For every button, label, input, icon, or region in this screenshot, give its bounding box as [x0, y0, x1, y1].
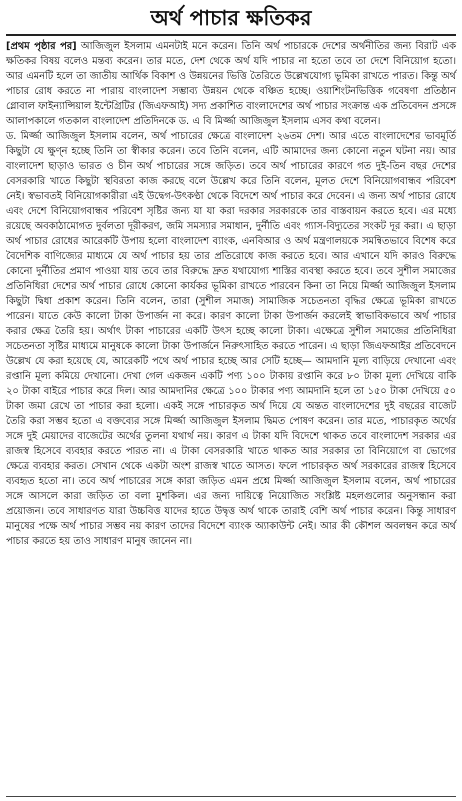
- bottom-divider: [6, 796, 456, 797]
- paragraph-2-text: ড. মির্জ্জা আজিজুল ইসলাম বলেন, অর্থ পাচারের ক্ষেত্রে বাংলাদেশ ২৬তম দেশ। আর এতে বাংলাদেশের ভাবমূর্তি কিছুটা যে ক্ষুণ্ন হচ্ছে তিনি তা স্বীকার করেন। তবে তিনি বলেন, এটি আমাদের জন্য কোনো নতুন ঘটনা নয়। আর বাংলাদেশ ছাড়াও ভারত ও চীন অর্থ পাচারের সঙ্গে জড়িত। তবে অর্থ পাচারের কারণে গত দুই-তিন বছর দেশের বেসরকারি খাতে কিছুটা স্থবিরতা কাজ করছে বলে উল্লেখ করে তিনি বলেন, মূলত দেশে বিনিয়োগবান্ধব পরিবেশ নেই। স্বভাবতই বিনিয়োগকারীরা এই উদ্বেগ-উৎকণ্ঠা থেকে বিদেশে অর্থ পাচার করে দেবেন। এ জন্য অর্থ পাচার রোধে এবং দেশে বিনিয়োগবান্ধব পরিবেশ সৃষ্টির জন্য যা যা করা দরকার সরকারকে তার বাস্তবায়ন করতে হবে। এর মধ্যে রয়েছে অবকাঠামোগত দুর্বলতা দূরীকরণ, জমি সমস্যার সমাধান, দুর্নীতি এবং গ্যাস-বিদ্যুতের সংকট দূর করা। এ ছাড়া অর্থ পাচার রোধের আরেকটি উপায় হলো বাংলাদেশ ব্যাংক, এনবিআর ও অর্থ মন্ত্রণালয়কে সমন্বিতভাবে বিশেষ করে বৈদেশিক বাণিজ্যের মাধ্যমে যে অর্থ পাচার হয় তার প্রতিরোধে কাজ করতে হবে। আর এখানে যদি কারও বিরুদ্ধে কোনো দুর্নীতির প্রমাণ পাওয়া যায় তবে তার বিরুদ্ধে দ্রুত যথাযোগ্য শাস্তির ব্যবস্থা করতে হবে। তবে সুশীল সমাজের প্রতিনিধিরা দেশের অর্থ পাচার রোধে কোনো কার্যকর ভূমিকা রাখতে পারবেন কিনা তা নিয়ে মির্জ্জা আজিজুল ইসলাম কিছুটা দ্বিধা প্রকাশ করেন। তিনি বলেন, তারা (সুশীল সমাজ) সামাজিক সচেতনতা বৃদ্ধির ক্ষেত্রে ভূমিকা রাখতে পারেন। যাতে কেউ কালো টাকা উপার্জন না করে। কারণ কালো টাকা উপার্জন করলেই স্বাভাবিকভাবে অর্থ পাচার করার ক্ষেত্র তৈরি হয়। অর্থাৎ টাকা পাচারের একটি উৎস হচ্ছে কালো টাকা। এক্ষেত্রে সুশীল সমাজের প্রতিনিধিরা সচেতনতা সৃষ্টির মাধ্যমে মানুষকে কালো টাকা উপার্জনে নিরুৎসাহিত করতে পারেন। এ ছাড়া জিএফআইর প্রতিবেদনে উল্লেখ যে করা হয়েছে যে, আরেকটি পথে অর্থ পাচার হচ্ছে আর সেটি হচ্ছে— আমদানি মূল্য বাড়িয়ে দেখানো এবং রপ্তানি মূল্য কমিয়ে দেখানো। দেখা গেল একজন একটি পণ্য ১০০ টাকায় রপ্তানি করে ৮০ টাকা মূল্য দেখিয়ে বাকি ২০ টাকা বাইরে পাচার করে দিল। আর আমদানির ক্ষেত্রে ১০০ টাকার পণ্য আমদানি হলে তা ১৫০ টাকা দেখিয়ে ৫০ টাকা জমা রেখে তা পাচার করা হলো। একই সঙ্গে পাচারকৃত অর্থ দিয়ে যে অন্তত বাংলাদেশের দুই বছরের বাজেট তৈরি করা সম্ভব হতো এ বক্তব্যের সঙ্গে মির্জ্জা আজিজুল ইসলাম দ্বিমত পোষণ করেন। তার মতে, পাচারকৃত অর্থের সঙ্গে দুই মেয়াদের বাজেটের অর্থের তুলনা যথার্থ নয়। কারণ এ টাকা যদি বিদেশে থাকত তবে বাংলাদেশ সরকার এর রাজস্ব হিসেবে ব্যবহার করতে পারত না। এ টাকা বেসরকারি খাতে থাকত আর সরকার তা বিনিয়োগে বা ভোগের ক্ষেত্রে ব্যবহার করত। সেখান থেকে একটা অংশ রাজস্ব খাতে আসত। ফলে পাচারকৃত অর্থ সরকারের রাজস্ব হিসেবে ব্যবহৃত হতো না। তবে অর্থ পাচারের সঙ্গে কারা জড়িত এমন প্রশ্নে মির্জ্জা আজিজুল ইসলাম বলেন, অর্থ পাচারের সঙ্গে আসলে কারা জড়িত তা বলা মুশকিল। এর জন্য দায়িত্বে নিয়োজিত সংশ্লিষ্ট মহলগুলোর অনুসন্ধান করা প্রয়োজন। তবে সাধারণত যারা উচ্চবিত্ত যাদের হাতে উদ্বৃত্ত অর্থ থাকে তারাই বেশি অর্থ পাচার করেন। কিন্তু সাধারণ মানুষের পক্ষে অর্থ পাচার সম্ভব নয় কারণ তাদের বিদেশে ব্যাংক অ্যাকাউন্ট নেই। আর কী কৌশল অবলম্বন করে অর্থ পাচার করতে হয় তাও সাধারণ মানুষ জানেন না।: [6, 131, 456, 547]
- article-paragraph-2: [6, 129, 456, 549]
- article-headline: অর্থ পাচার ক্ষতিকর: [150, 5, 312, 30]
- headline-divider: [6, 34, 456, 36]
- article-paragraph-1: [6, 39, 456, 129]
- continuation-label: [প্রথম পৃষ্ঠার পর]: [6, 41, 77, 52]
- article-body: [6, 39, 456, 549]
- paragraph-1-text: আজিজুল ইসলাম এমনটাই মনে করেন। তিনি অর্থ পাচারকে দেশের অর্থনীতির জন্য বিরাট এক ক্ষতিকর বিষয় বলেও মন্তব্য করেন। তার মতে, দেশ থেকে অর্থ যদি পাচার না হতো তবে তা দেশে বিনিয়োগ হতো। আর এমনটি হলে তা জাতীয় আর্থিক বিকাশ ও উন্নয়নের ভিত্তি তৈরিতে উল্লেখযোগ্য ভূমিকা রাখতে পারত। কিন্তু অর্থ পাচার রোধ করতে না পারায় বাংলাদেশ সম্ভাব্য উন্নয়ন থেকে বঞ্চিত হচ্ছে। ওয়াশিংটনভিত্তিক গবেষণা প্রতিষ্ঠান গ্লোবাল ফাইন্যান্সিয়াল ইন্টেগ্রিটির (জিএফআই) সদ্য প্রকাশিত বাংলাদেশের অর্থ পাচার সংক্রান্ত এক প্রতিবেদন প্রসঙ্গে আলাপকালে গতকাল বাংলাদেশ প্রতিদিনকে ড. এ বি মির্জ্জা আজিজুল ইসলাম এসব কথা বলেন।: [6, 41, 456, 127]
- news-article: [6, 4, 456, 797]
